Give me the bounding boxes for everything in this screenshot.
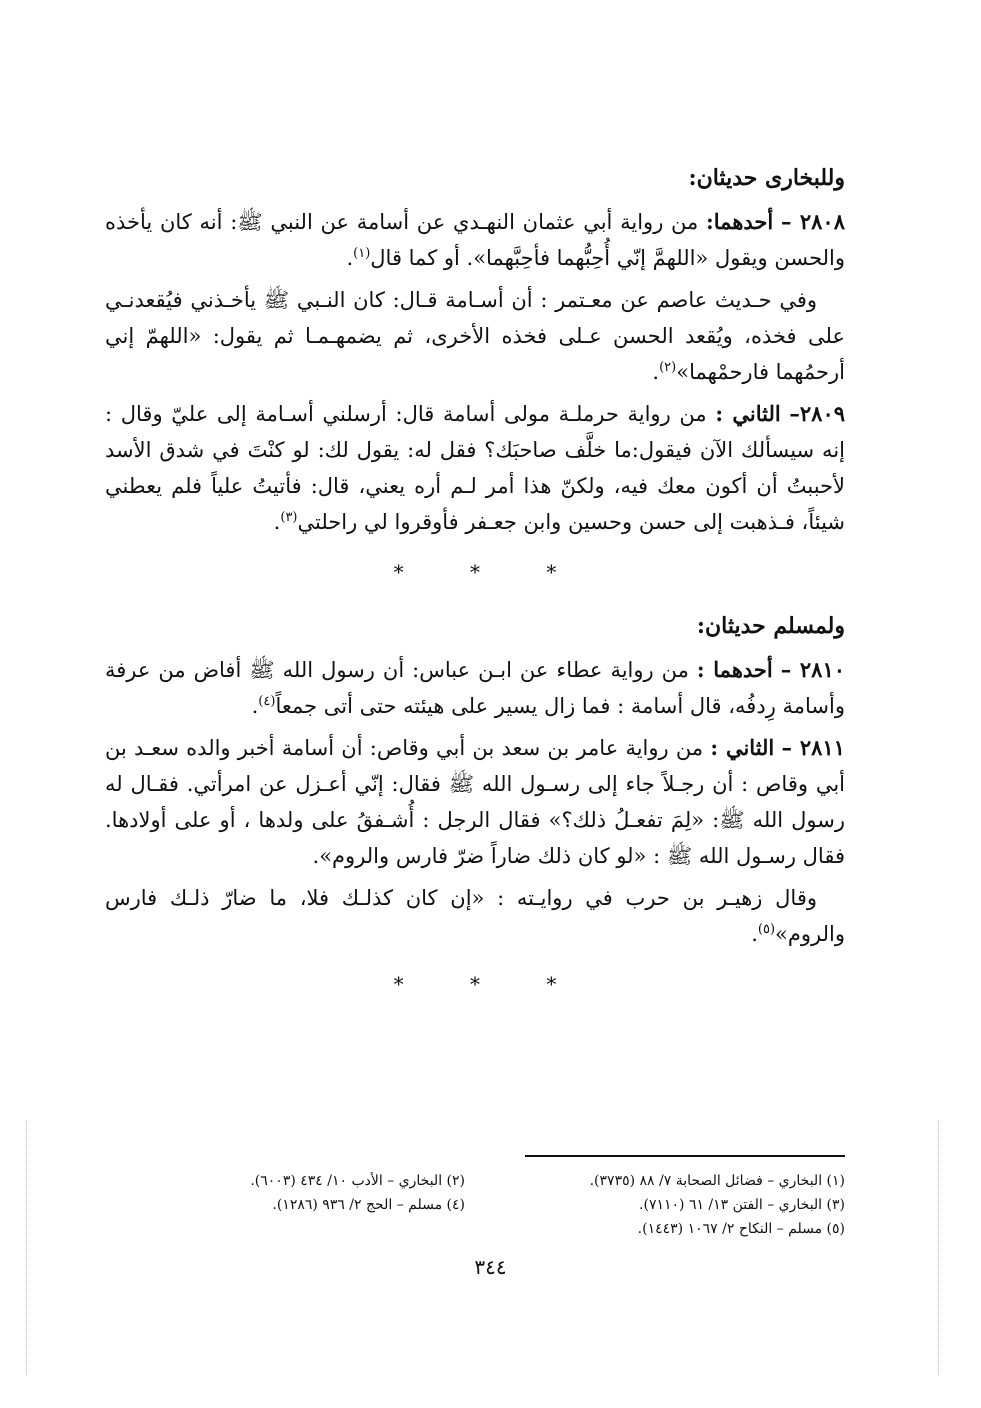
paragraph-zuhair bbox=[105, 880, 845, 952]
page-number: ٣٤٤ bbox=[474, 1255, 507, 1279]
hadith-number: ٢٨١١ – bbox=[781, 735, 845, 760]
hadith-number: ٢٨٠٨ – bbox=[780, 209, 845, 234]
hadith-text: من رواية عطاء عن ابـن عباس: أن رسول الله ﷺ أفاض من عرفة وأسامة رِدفُه، قال أسامة : فما زال يسير على هيئته حتى أتى جمعاً bbox=[105, 658, 845, 718]
period: . bbox=[273, 510, 281, 534]
hadith-lead: أحدهما : bbox=[696, 657, 773, 682]
hadith-2809 bbox=[105, 396, 845, 540]
hadith-lead: الثاني : bbox=[715, 401, 781, 426]
hadith-lead: أحدهما: bbox=[706, 209, 774, 234]
footnote-ref: (٣) bbox=[280, 510, 298, 525]
footnote-4: (٤) مسلم – الحج ٢/ ٩٣٦ (١٢٨٦). bbox=[272, 1197, 465, 1213]
paragraph-text: وقال زهيـر بن حرب في روايـته : «إن كان كذلـك فلا، ما ضارّ ذلـك فارس والروم» bbox=[105, 886, 845, 946]
footnote-5: (٥) مسلم – النكاح ٢/ ١٠٦٧ (١٤٤٣). bbox=[637, 1221, 845, 1237]
main-text bbox=[105, 160, 845, 1020]
footnote-rule bbox=[525, 1155, 845, 1157]
footnote-3: (٣) البخاري – الفتن ١٣/ ٦١ (٧١١٠). bbox=[639, 1197, 845, 1213]
footnote-1: (١) البخاري – فضائل الصحابة ٧/ ٨٨ (٣٧٣٥). bbox=[589, 1173, 845, 1189]
period: . bbox=[751, 922, 758, 946]
hadith-2810 bbox=[105, 652, 845, 724]
section-heading-bukhari: وللبخارى حديثان: bbox=[688, 165, 845, 191]
period: . bbox=[346, 246, 354, 270]
footnotes bbox=[105, 1155, 845, 1241]
hadith-text: من رواية أبي عثمان النهـدي عن أسامة عن النبي ﷺ: أنه كان يأخذه والحسن ويقول «اللهمَّ إنّي أُحِبُّهما فأحِبَّهما». أو كما قال bbox=[105, 210, 845, 270]
paragraph-text: وفي حـديث عاصم عن معـتمر : أن أسـامة قـال: كان النـبي ﷺ يأخـذني فيُقعدنـي على فخذه، ويُقعد الحسن عـلى فخذه الأخرى، ثم يضمهـمـا ثم يقول: «اللهمّ إني أرحمُهما فارحمْهما» bbox=[105, 288, 845, 384]
section-separator: * * * bbox=[393, 560, 587, 584]
period: . bbox=[652, 360, 660, 384]
paragraph-asim bbox=[105, 282, 845, 390]
hadith-number: ٢٨١٠ – bbox=[780, 657, 846, 682]
footnote-2: (٢) البخاري – الأدب ١٠/ ٤٣٤ (٦٠٠٣). bbox=[250, 1173, 465, 1189]
footnote-ref: (٥) bbox=[757, 922, 776, 937]
footnote-ref: (١) bbox=[353, 246, 371, 261]
hadith-text: من رواية حرملـة مولى أسامة قال: أرسلني أسـامة إلى عليّ وقال : إنه سيسألك الآن فيقول:ما خلَّف صاحبَك؟ فقل له: يقول لك: لو كنْتَ في شدق الأسد لأحببتُ أن أكون معك فيه، ولكنّ هذا أمر لـم أره يعني، قال: فأتيتُ علياً فلم يعطني شيئاً، فـذهبت إلى حسن وحسين وابن جعـفر فأوقروا لي راحلتي bbox=[105, 402, 845, 534]
hadith-number: ٢٨٠٩– bbox=[789, 401, 846, 426]
hadith-text: من رواية عامر بن سعد بن أبي وقاص: أن أسامة أخبر والده سعـد بن أبي وقاص : أن رجـلاً جاء إلى رسـول الله ﷺ فقال: إنّي أعـزل عن امرأتي. فقـال له رسول الله ﷺ: «لِمَ تفعـلُ ذلك؟» فقال الرجل : أُشـفقُ على ولدها ، أو على أولادها. فقال رسـول الله ﷺ : «لو كان ذلك ضاراً ضرّ فارس والروم». bbox=[105, 736, 845, 868]
hadith-2811 bbox=[105, 730, 845, 874]
hadith-2808 bbox=[105, 204, 845, 276]
footnote-grid bbox=[105, 1169, 845, 1241]
section-heading-muslim: ولمسلم حديثان: bbox=[696, 613, 845, 639]
margin-dotted-line bbox=[26, 1120, 27, 1375]
footnote-ref: (٤) bbox=[258, 694, 276, 709]
period: . bbox=[251, 694, 259, 718]
footnote-ref: (٢) bbox=[659, 360, 677, 375]
section-separator: * * * bbox=[393, 972, 587, 996]
hadith-lead: الثاني : bbox=[710, 735, 775, 760]
margin-dotted-line bbox=[938, 1120, 939, 1375]
